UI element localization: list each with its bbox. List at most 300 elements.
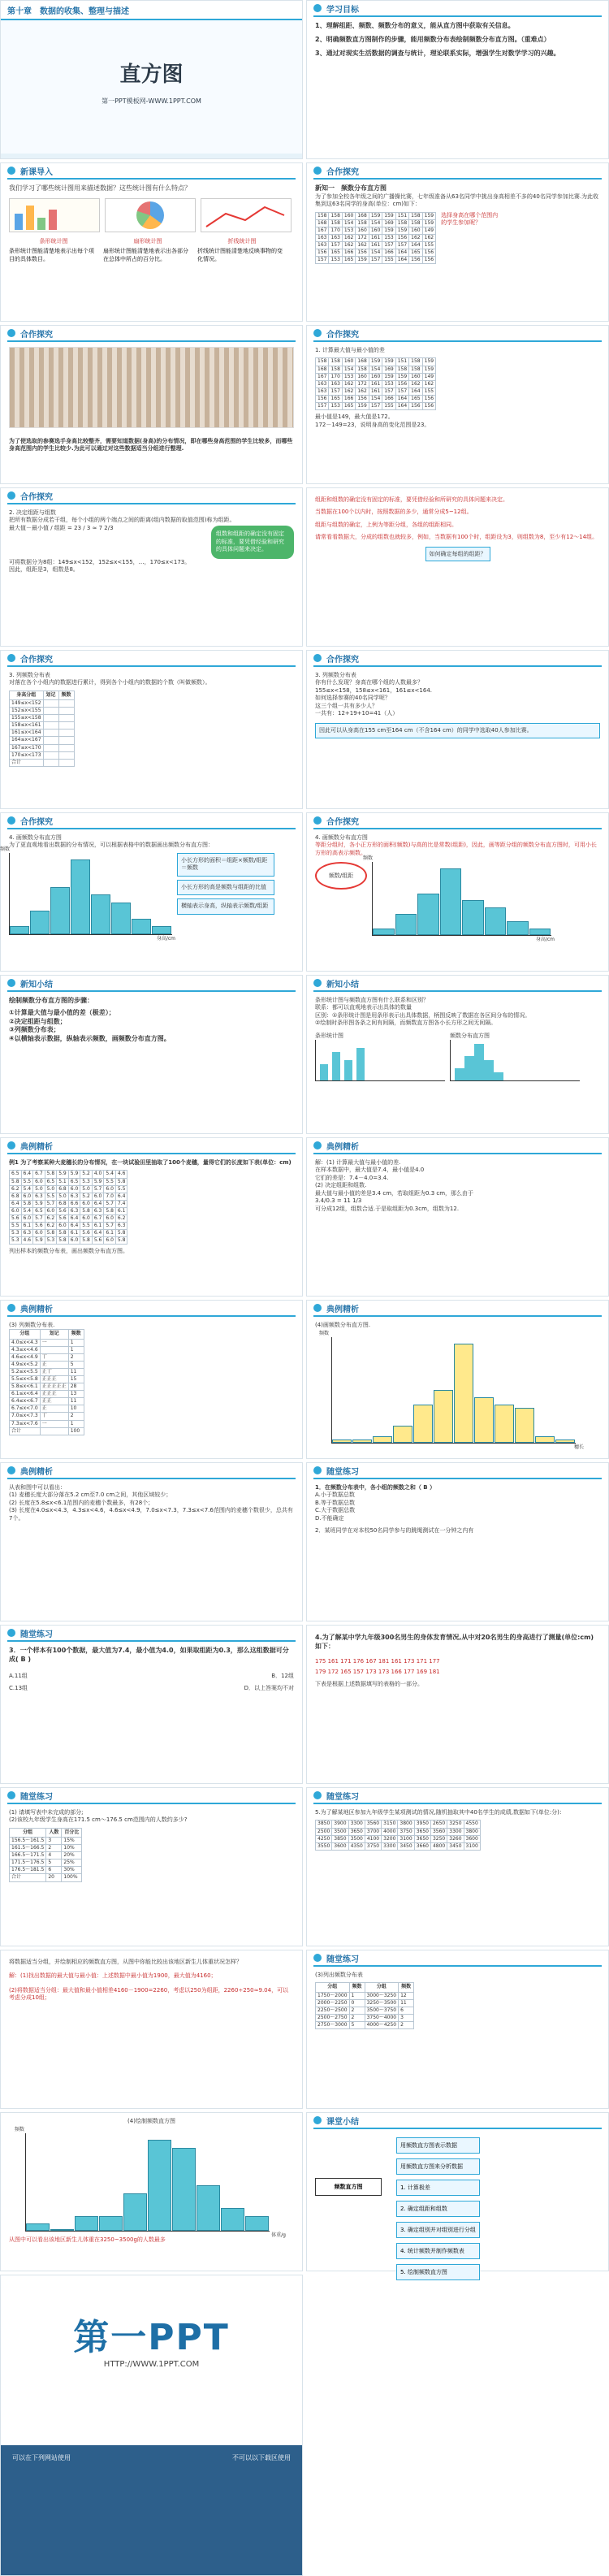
table-cell: 155 — [422, 242, 435, 249]
hist-compare-label: 频数分布直方图 — [450, 1032, 490, 1039]
table-cell: 159 — [382, 227, 395, 234]
heights-table — [315, 357, 436, 410]
line-1: 从表和图中可以看出： — [9, 1484, 66, 1491]
slide-25[interactable] — [0, 1950, 303, 2109]
slide-26[interactable] — [306, 1950, 609, 2109]
oval-text: 频数/组距 — [328, 872, 354, 879]
table-cell: 3200 — [382, 1835, 398, 1842]
table-cell: 169 — [382, 219, 395, 227]
table-cell: 5.8≤x<6.1 — [10, 1383, 41, 1391]
table-cell: 5.8 — [10, 1178, 22, 1185]
table-cell: 5.2 — [80, 1171, 93, 1178]
table-cell: 163 — [329, 380, 342, 387]
problem: 例1 为了考察某种大麦穗长的分布情况，在一块试验田里抽取了100个麦穗，量得它们的长度如下表(单位：cm) — [9, 1159, 292, 1166]
table-row — [10, 1361, 84, 1368]
content — [307, 1317, 608, 1451]
header-title: 典例精析 — [326, 1305, 359, 1314]
slide-1[interactable] — [0, 0, 303, 159]
table-cell: 5.8 — [80, 1207, 93, 1214]
people-icon — [313, 329, 322, 337]
line-1: 组距和组数的确定没有固定的标准，要凭借经验和所研究的具体问题来决定。 — [315, 496, 508, 503]
line-thumb — [201, 198, 292, 232]
table-cell: 155 — [382, 403, 395, 410]
table-cell: 158 — [409, 219, 422, 227]
slide-8[interactable] — [306, 487, 609, 647]
table-cell: 6.0 — [104, 1237, 116, 1245]
table-cell: 6.5 — [33, 1207, 45, 1214]
slide-27[interactable] — [0, 2112, 303, 2271]
table-cell: 7.4 — [115, 1200, 127, 1207]
table-cell: 159 — [395, 373, 408, 380]
hist-compare-mark — [455, 1068, 464, 1080]
slide-29[interactable] — [0, 2275, 303, 2576]
slide-18[interactable] — [306, 1300, 609, 1459]
histogram-bar — [91, 894, 110, 933]
header-title: 合作探究 — [326, 330, 359, 340]
table-cell: 156.5～161.5 — [10, 1837, 46, 1844]
table-cell: 160 — [342, 358, 355, 366]
step: 1. 计算最大值与最小值的差 — [315, 347, 385, 353]
table-cell: 5.0 — [45, 1185, 57, 1193]
header — [1, 976, 302, 990]
q1: 你有什么发现？身高在哪个组的人数最多？ — [315, 679, 423, 686]
table-cell: 正正正 — [40, 1391, 68, 1398]
histogram-bar — [507, 921, 529, 935]
line-2: 解：(1)找出数据的最大值与最小值：上述数据中最小值为1900，最大值为4160； — [9, 1972, 217, 1980]
table-cell: 5.6 — [57, 1207, 69, 1214]
table-cell: 162 — [409, 234, 422, 241]
table-cell: 6.4 — [10, 1200, 22, 1207]
table-cell: 166 — [342, 395, 355, 402]
histogram — [15, 2127, 286, 2239]
content — [1, 667, 302, 772]
table-cell: 6.0 — [68, 1185, 80, 1193]
table-cell: 4250 — [316, 1835, 332, 1842]
table-row — [316, 387, 436, 395]
table-cell: 正丅 — [40, 1368, 68, 1375]
table-cell: 5.0 — [57, 1193, 69, 1200]
table-row — [10, 1383, 84, 1391]
header — [1, 1626, 302, 1640]
slide-4[interactable] — [306, 162, 609, 322]
header — [307, 163, 608, 178]
slide-22[interactable] — [306, 1625, 609, 1784]
table-cell: 5 — [68, 1361, 84, 1368]
table-cell: 156 — [395, 380, 408, 387]
table-row — [316, 227, 436, 234]
table-cell: 5.9 — [33, 1200, 45, 1207]
table-cell: 5.9 — [57, 1171, 69, 1178]
total-count: 20 — [46, 1874, 62, 1881]
header-title: 随堂练习 — [326, 1955, 359, 1964]
header-title: 合作探究 — [20, 492, 53, 502]
header-title: 合作探究 — [20, 330, 53, 340]
table-cell: 5.5≤x<5.8 — [10, 1376, 41, 1383]
header-title: 随堂练习 — [20, 1792, 53, 1802]
table-cell: 6 — [46, 1867, 62, 1874]
table-cell: 149 — [422, 227, 435, 234]
table-cell: 2 — [349, 2014, 365, 2021]
opt-b: B．12组 — [271, 1672, 294, 1679]
histogram-bar — [50, 2229, 74, 2231]
content — [1, 992, 302, 1049]
table-cell: 159 — [382, 358, 395, 366]
slide-5[interactable] — [0, 325, 303, 484]
table-cell: 163 — [316, 242, 329, 249]
table-cell — [40, 1346, 68, 1353]
table-cell — [58, 737, 74, 744]
table-cell: 6.4 — [92, 1230, 104, 1237]
slide-9[interactable] — [0, 650, 303, 809]
table-cell: 5.8 — [115, 1178, 127, 1185]
line-6: 3.4/0.3 = 11 1/3 — [315, 1197, 362, 1205]
histogram-bar — [99, 2216, 123, 2232]
table-cell: 161 — [369, 380, 382, 387]
table-cell: 3250 — [447, 1821, 464, 1828]
table-cell: 167≤x<170 — [10, 744, 44, 751]
node-7: 5. 绘制频数直方图 — [396, 2264, 480, 2280]
table-cell — [58, 708, 74, 715]
table-cell: 168 — [316, 366, 329, 373]
slide-16[interactable] — [306, 1137, 609, 1297]
slide-title: 直方图 — [119, 63, 184, 87]
q2: (2)该校九年级学生身高在171.5 cm～176.5 cm范围内的人数约多少? — [9, 1816, 188, 1824]
table-cell: 153 — [342, 373, 355, 380]
range: 172－149=23，说明身高的变化范围是23。 — [315, 421, 430, 428]
table-row — [10, 1185, 127, 1193]
table-cell: 156 — [356, 249, 369, 257]
table-cell: 4800 — [430, 1842, 447, 1850]
goal-1: 1、理解组距、频数、频数分布的意义，能从直方图中获取有关信息。 — [315, 22, 515, 29]
table-cell: 4.9≤x<5.2 — [10, 1361, 41, 1368]
header — [1, 1301, 302, 1315]
table-cell: 158 — [395, 366, 408, 373]
table-cell: 169 — [382, 366, 395, 373]
table-row — [10, 1178, 127, 1185]
logo-url[interactable]: HTTP://WWW.1PPT.COM — [103, 2360, 200, 2369]
q2: 2．某班同学在对本校50名同学参与的跳绳测试在一分钟之内有 — [315, 1527, 474, 1535]
compare-charts — [315, 1033, 600, 1081]
table-cell: 158 — [329, 358, 342, 366]
answer-box: 因此可以从身高在155 cm至164 cm（不含164 cm）的同学中选取40人参加比赛。 — [315, 723, 600, 738]
table-cell: 157 — [329, 387, 342, 395]
bar-thumb-mark — [37, 218, 45, 230]
table-cell: 156 — [316, 249, 329, 257]
header — [1, 326, 302, 340]
table-cell: 158 — [329, 219, 342, 227]
col-header: 频数 — [349, 1983, 365, 1992]
table-cell — [43, 708, 58, 715]
content — [307, 1626, 608, 1694]
table-cell: 6.2 — [10, 1185, 22, 1193]
table-cell: 160 — [369, 373, 382, 380]
table-cell: 3950 — [414, 1821, 430, 1828]
table-cell: 10 — [68, 1405, 84, 1413]
table-cell: 155 — [382, 257, 395, 264]
step: (4)画频数分布直方图. — [315, 1322, 371, 1328]
hist-compare-mark — [464, 1056, 474, 1080]
people-icon — [313, 167, 322, 175]
table-cell: 153 — [329, 257, 342, 264]
content — [307, 1804, 608, 1855]
table-cell: 6.4 — [21, 1171, 33, 1178]
footer-titles — [1, 2445, 302, 2470]
table-cell: 0 — [349, 1999, 365, 2007]
table-cell: 161≤x<164 — [10, 730, 44, 737]
table-cell: 166.5～171.5 — [10, 1852, 46, 1859]
table-cell: 158 — [356, 366, 369, 373]
table-cell: 157 — [395, 387, 408, 395]
table-cell: 163 — [316, 234, 329, 241]
table-cell: 3660 — [414, 1842, 430, 1850]
table-cell: 3250～3500 — [365, 1999, 399, 2007]
hist-compare-mark — [494, 1072, 503, 1080]
table-cell: 149 — [422, 373, 435, 380]
table-cell — [43, 751, 58, 759]
table-cell: 2000～2250 — [316, 1999, 350, 2007]
slide-7[interactable] — [0, 487, 303, 647]
table-cell: 2 — [399, 2021, 414, 2028]
footer-left: 可以在下列网站使用 — [12, 2454, 71, 2461]
table-row — [10, 708, 75, 715]
table-row — [10, 1368, 84, 1375]
table-cell: 165 — [409, 249, 422, 257]
table-cell: 161 — [369, 242, 382, 249]
table-cell: 5.6 — [92, 1237, 104, 1245]
table-cell: 5.8 — [104, 1207, 116, 1214]
table-cell: 5.0 — [33, 1185, 45, 1193]
desc-pie: 扇形统计图能清楚地表示出各部分在总体中所占的百分比。 — [103, 247, 188, 262]
table-cell: 3300 — [348, 1821, 365, 1828]
table-cell: 157 — [395, 242, 408, 249]
line-4: 请常看看数据大，分成的组数也就较多，例如，当数据有100个时，组距设为3，则组数为8，至少有12～14组。 — [315, 534, 598, 541]
link-bubble[interactable]: 如何确定每组的组距？ — [425, 547, 490, 561]
table-cell: 5.0 — [80, 1185, 93, 1193]
table-cell: 3850 — [316, 1821, 332, 1828]
task: 列出样本的频数分布表，画出频数分布直方图。 — [9, 1248, 128, 1255]
content — [307, 992, 608, 1086]
header-rule — [313, 2128, 602, 2129]
table-row — [10, 1171, 127, 1178]
content — [307, 180, 608, 269]
goals — [307, 17, 608, 63]
table-cell: 3450 — [398, 1842, 414, 1850]
table-cell: 172 — [356, 380, 369, 387]
slide-12[interactable] — [306, 812, 609, 972]
pencil-icon — [313, 1954, 322, 1962]
table-row — [10, 1852, 82, 1859]
table-cell: 164 — [409, 387, 422, 395]
line-2: 联系：都可以直观地表示出具体的数量 — [315, 1004, 412, 1011]
table-cell: 5.4 — [104, 1171, 116, 1178]
star-icon — [7, 1304, 15, 1312]
table-cell: 3 — [399, 2014, 414, 2021]
table-cell: 6.0 — [33, 1178, 45, 1185]
summary-icon — [7, 979, 15, 987]
header — [307, 976, 608, 990]
table-cell: 162 — [409, 380, 422, 387]
table-cell: 4000 — [382, 1828, 398, 1835]
label-line: 折线统计图 — [227, 237, 257, 245]
table-cell: 164 — [395, 257, 408, 264]
header-title: 合作探究 — [20, 655, 53, 665]
header — [307, 1788, 608, 1803]
chapter-title: 第十章 数据的收集、整理与描述 — [7, 6, 129, 16]
table-cell: 154 — [369, 219, 382, 227]
slide-19[interactable] — [0, 1462, 303, 1621]
slide-17[interactable] — [0, 1300, 303, 1459]
table-cell: 6.3 — [92, 1207, 104, 1214]
table-row — [10, 1230, 127, 1237]
x-label: 身高/cm — [156, 935, 175, 942]
table-cell: 162 — [356, 387, 369, 395]
histogram — [319, 1331, 584, 1451]
footer-band — [1, 154, 302, 158]
histogram-bar — [395, 914, 417, 935]
table-cell: 1 — [68, 1420, 84, 1427]
table-cell: 2250～2500 — [316, 2007, 350, 2014]
histogram-bar — [417, 894, 439, 936]
table-cell: 6.5 — [68, 1178, 80, 1185]
step-3: ③列频数分布表； — [9, 1026, 60, 1034]
table-cell: 2 — [68, 1353, 84, 1361]
table-cell: 正正正正正 — [40, 1383, 68, 1391]
slide-10[interactable] — [306, 650, 609, 809]
note-1: 小长方形的面积＝组距×频数/组距＝频数 — [177, 853, 274, 877]
slide-2[interactable] — [306, 0, 609, 159]
slide-28[interactable] — [306, 2112, 609, 2275]
slide-3[interactable] — [0, 162, 303, 322]
table-cell: 4.6≤x<4.9 — [10, 1353, 41, 1361]
table-row — [10, 1237, 127, 1245]
table-cell: 156 — [395, 234, 408, 241]
slide-11[interactable] — [0, 812, 303, 972]
table-cell: 4.6 — [115, 1171, 127, 1178]
hist-compare — [450, 1033, 580, 1081]
table-row — [316, 249, 436, 257]
table-cell: 一 — [40, 1339, 68, 1346]
slide-23[interactable] — [0, 1787, 303, 1946]
table-cell: 5.7 — [104, 1200, 116, 1207]
table-cell: 11 — [399, 1999, 414, 2007]
table-cell: 159 — [369, 212, 382, 219]
header — [307, 1463, 608, 1478]
bar-thumb — [9, 198, 100, 232]
total-label: 合计 — [10, 1874, 46, 1881]
table-cell: 156 — [422, 395, 435, 402]
total-value: 100 — [68, 1427, 84, 1435]
table-cell: 156 — [409, 403, 422, 410]
histogram-bar — [373, 929, 395, 936]
table-cell: 2 — [349, 2007, 365, 2014]
table-row — [316, 212, 436, 219]
table-cell: 154 — [369, 366, 382, 373]
slide-15[interactable] — [0, 1137, 303, 1297]
question: 3．一个样本有100个数据，最大值为7.4，最小值为4.0，如果取组距为0.3，那么这组数据可分成( B ) — [9, 1647, 289, 1663]
table-cell: 159 — [395, 227, 408, 234]
table-cell — [43, 722, 58, 730]
table-cell: 166 — [382, 395, 395, 402]
chart-thumbs — [1, 198, 302, 232]
percent-table — [9, 1828, 82, 1882]
table-cell: 7.0≤x<7.3 — [10, 1413, 41, 1420]
slide-14[interactable] — [306, 975, 609, 1134]
content — [307, 667, 608, 743]
table-cell: 3650 — [414, 1835, 430, 1842]
header-rule — [7, 340, 296, 342]
table-cell: 154 — [342, 219, 355, 227]
table-cell: 5.3 — [80, 1178, 93, 1185]
table-cell: 172 — [356, 234, 369, 241]
table-cell: 158 — [316, 212, 329, 219]
table-cell: 159 — [382, 373, 395, 380]
table-cell: 6.3 — [68, 1207, 80, 1214]
table-cell: 166 — [382, 249, 395, 257]
people-icon — [7, 329, 15, 337]
opt-c: C.13组 — [9, 1685, 28, 1692]
slide-6[interactable] — [306, 325, 609, 484]
logo-text: 第一PPT — [73, 2317, 230, 2358]
pencil-icon — [313, 1791, 322, 1799]
table-row — [10, 1859, 82, 1867]
histogram-bar — [10, 926, 29, 934]
header — [307, 651, 608, 665]
table-cell: 3750～4000 — [365, 2014, 399, 2021]
table-cell: 168 — [356, 212, 369, 219]
table-cell: 6.0 — [21, 1193, 33, 1200]
table-cell: 5.5 — [80, 1223, 93, 1230]
histogram-bar — [71, 859, 90, 934]
table-cell: 165 — [409, 395, 422, 402]
header-title: 合作探究 — [326, 167, 359, 177]
a1: 155≤x<158，158≤x<161，161≤x<164. — [315, 686, 433, 694]
para-4: 因此，组距是3，组数是8。 — [9, 566, 79, 574]
table-cell: 3500～3750 — [365, 2007, 399, 2014]
table-cell: 7.0 — [104, 1193, 116, 1200]
content — [1, 1317, 302, 1440]
table-cell: 2650 — [430, 1821, 447, 1828]
col-header: 分组 — [10, 1828, 46, 1837]
table-cell: 5.9 — [33, 1237, 45, 1245]
col-header: 百分比 — [62, 1828, 82, 1837]
table-cell: 20% — [62, 1852, 82, 1859]
slide-21[interactable] — [0, 1625, 303, 1784]
table-row — [10, 1413, 84, 1420]
table-cell: 5.6 — [10, 1215, 22, 1223]
table-cell: 158 — [316, 358, 329, 366]
table-cell: 6 — [399, 2007, 414, 2014]
table-row — [10, 1420, 84, 1427]
slide-20[interactable] — [306, 1462, 609, 1621]
line-3: (2)将数据适当分组：最大值和最小值相差4160－1900=2260，考虑以250为组距，2260÷250≈9.04，可以考虑分成10组； — [9, 1986, 289, 2002]
q2: 如何选择参赛的40名同学呢？ — [315, 695, 391, 702]
col-header: 分组 — [316, 1983, 350, 1992]
node-5: 3. 确定组别并对组别进行分组 — [396, 2222, 480, 2238]
table-cell: 156 — [422, 257, 435, 264]
slide-13[interactable] — [0, 975, 303, 1134]
table-cell: 1750～2000 — [316, 1992, 350, 1999]
table-cell: 1 — [68, 1346, 84, 1353]
nodes — [396, 2137, 480, 2280]
header — [1, 1138, 302, 1153]
table-cell: 5.4 — [21, 1185, 33, 1193]
table-cell: 6.7 — [92, 1215, 104, 1223]
slide-24[interactable] — [306, 1787, 609, 1946]
content — [1, 1642, 302, 1697]
table-cell: 162 — [422, 380, 435, 387]
table-cell: 3560 — [430, 1828, 447, 1835]
table-row — [10, 715, 75, 722]
